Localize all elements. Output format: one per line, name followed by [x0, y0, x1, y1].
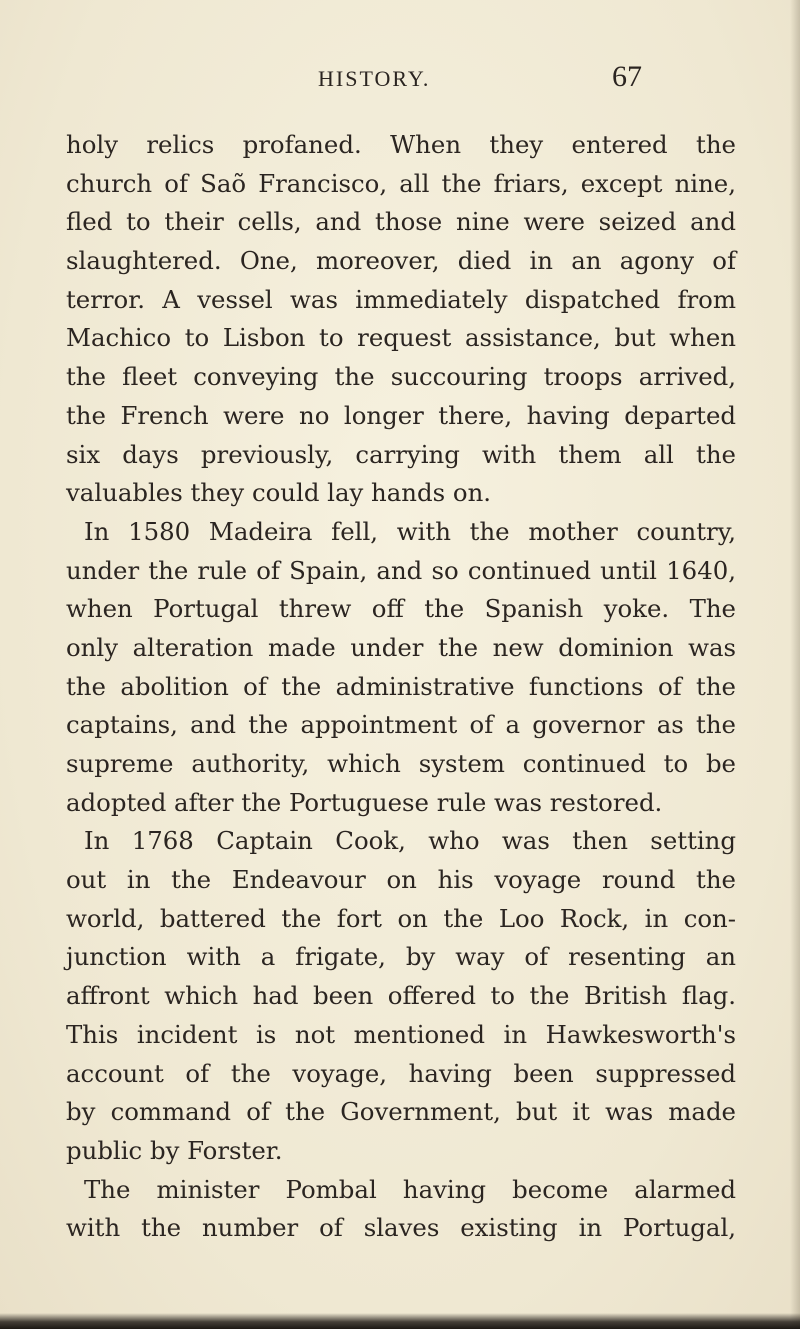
text-line: by command of the Government, but it was made: [66, 1097, 736, 1127]
running-title: HISTORY.: [318, 66, 431, 91]
text-line: Machico to Lisbon to request assistance, but when: [66, 323, 736, 353]
text-line: This incident is not mentioned in Hawkesworth's: [66, 1019, 736, 1049]
scan-bottom-edge: [0, 1313, 800, 1329]
text-line: account of the voyage, having been suppressed: [66, 1058, 736, 1088]
page-number: 67: [612, 60, 642, 93]
text-line: terror. A vessel was immediately dispatched from: [66, 284, 736, 314]
text-line: when Portugal threw off the Spanish yoke. The: [66, 594, 736, 624]
text-line: with the number of slaves existing in Portugal,: [66, 1213, 736, 1243]
text-line: the French were no longer there, having departed: [66, 400, 736, 430]
text-line: the fleet conveying the succouring troops arrived,: [66, 362, 736, 392]
paragraph-start-line: In 1580 Madeira fell, with the mother country,: [84, 516, 736, 546]
text-line: captains, and the appointment of a governor as the: [66, 710, 736, 740]
body-text: [66, 126, 736, 1248]
page-edge-shadow: [790, 0, 800, 1329]
text-line: adopted after the Portuguese rule was restored.: [66, 787, 663, 817]
text-line: supreme authority, which system continued to be: [66, 749, 736, 778]
text-line: affront which had been offered to the British flag.: [66, 981, 736, 1011]
text-line: out in the Endeavour on his voyage round the: [66, 865, 736, 895]
text-line: six days previously, carrying with them all the: [66, 439, 736, 469]
paragraph-start-line: In 1768 Captain Cook, who was then setting: [84, 826, 736, 856]
text-line: holy relics profaned. When they entered the: [66, 130, 736, 159]
text-line: only alteration made under the new dominion was: [66, 632, 736, 662]
text-line: slaughtered. One, moreover, died in an agony of: [66, 246, 736, 276]
running-header: [0, 60, 800, 100]
text-line: world, battered the fort on the Loo Rock, in con-: [66, 903, 736, 933]
text-line: junction with a frigate, by way of resenting an: [66, 942, 736, 972]
text-line: valuables they could lay hands on.: [66, 478, 492, 508]
text-line: under the rule of Spain, and so continued until 1640,: [66, 555, 736, 585]
text-line: public by Forster.: [66, 1135, 283, 1165]
text-line: the abolition of the administrative functions of the: [66, 671, 736, 701]
text-line: fled to their cells, and those nine were seized and: [66, 207, 736, 237]
paragraph-start-line: The minister Pombal having become alarmed: [84, 1174, 736, 1204]
text-line: church of Saõ Francisco, all the friars, except nine,: [66, 168, 736, 198]
